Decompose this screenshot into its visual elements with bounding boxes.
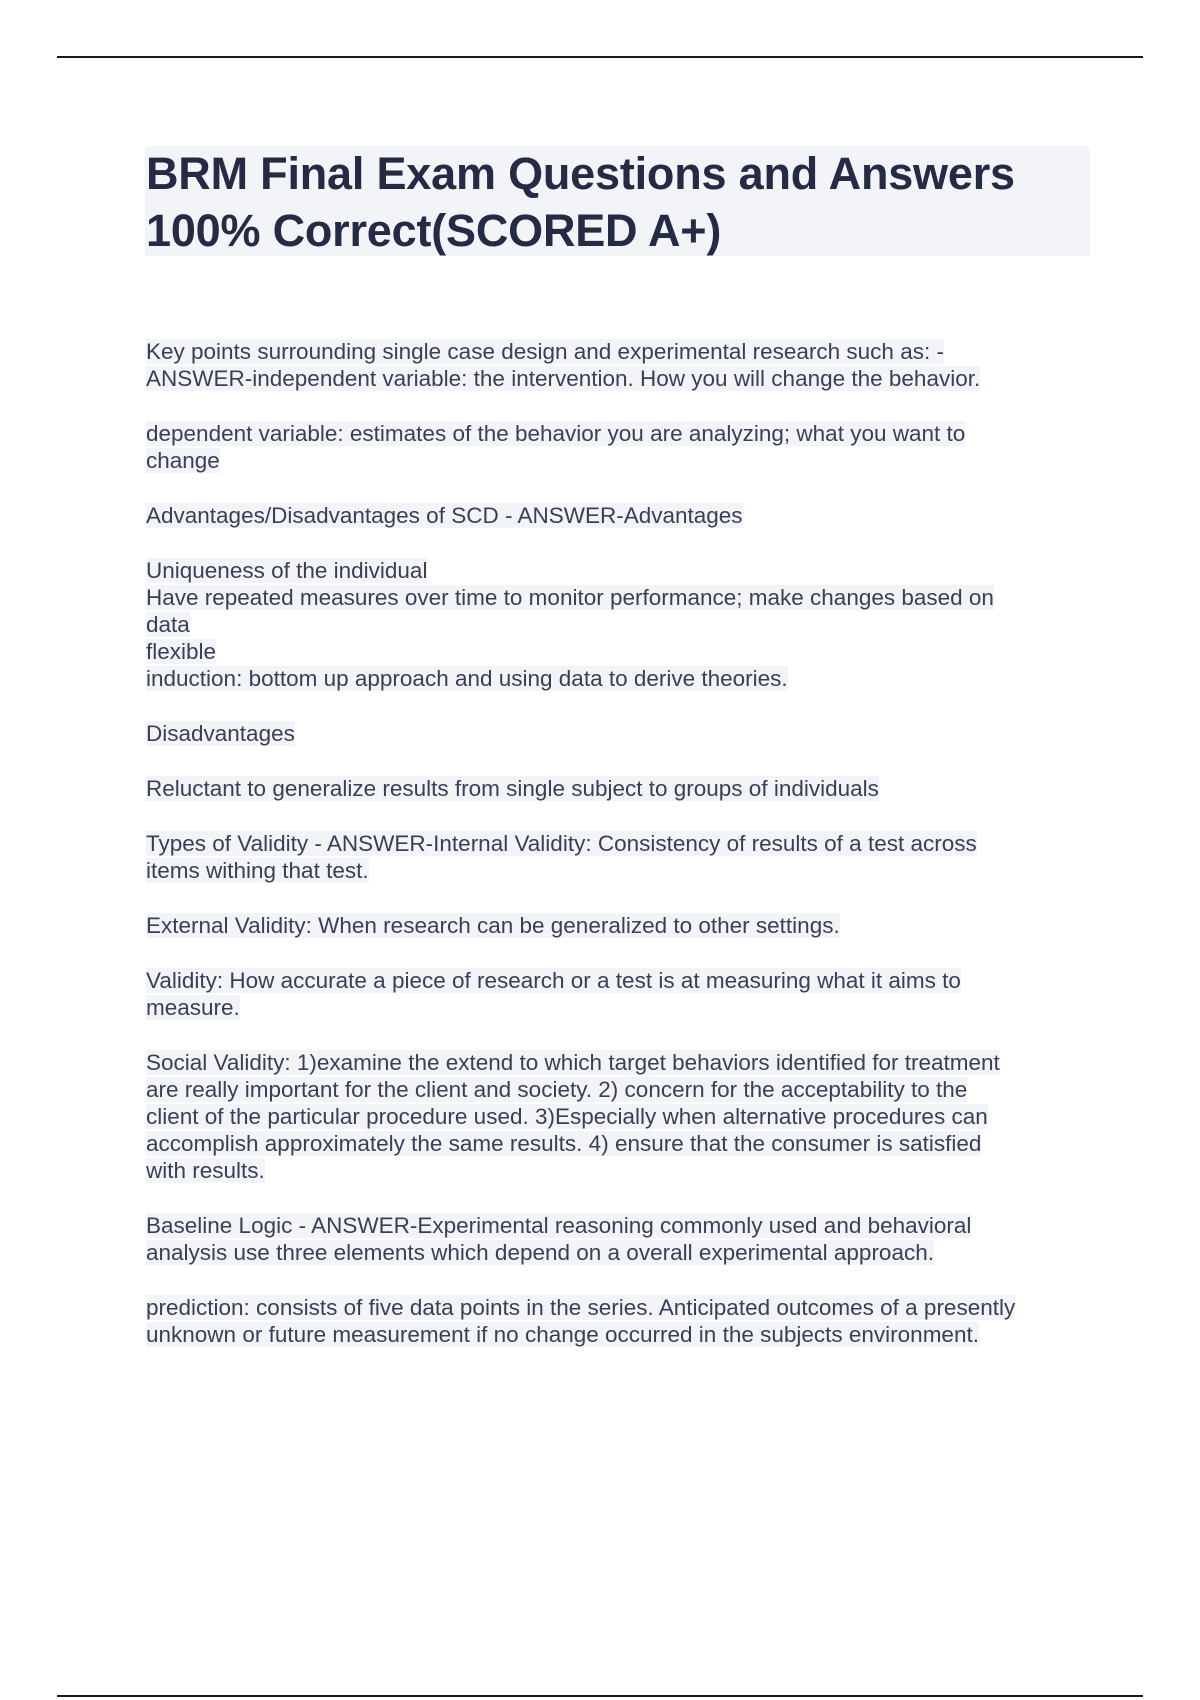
text-line-content: unknown or future measurement if no change occurred in the subjects environment. (146, 1322, 979, 1347)
text-line-content: are really important for the client and society. 2) concern for the acceptability to the (146, 1077, 968, 1102)
text-line (146, 502, 1096, 529)
text-line (146, 638, 1096, 665)
text-line-content: prediction: consists of five data points in the series. Anticipated outcomes of a presently (146, 1295, 1016, 1320)
text-line (146, 912, 1096, 939)
text-line (146, 665, 1096, 692)
paragraph (146, 420, 1096, 474)
text-line (146, 1294, 1096, 1321)
text-line-content: dependent variable: estimates of the behavior you are analyzing; what you want to (146, 421, 966, 446)
text-line (146, 1049, 1096, 1076)
text-line (146, 1103, 1096, 1130)
title-line: 100% Correct(SCORED A+) (146, 205, 722, 256)
text-line-content: Have repeated measures over time to monitor performance; make changes based on (146, 585, 994, 610)
paragraph (146, 1294, 1096, 1348)
text-line (146, 775, 1096, 802)
text-line-content: items withing that test. (146, 858, 369, 883)
text-line-content: External Validity: When research can be generalized to other settings. (146, 913, 840, 938)
bottom-rule (57, 1695, 1143, 1697)
text-line-content: accomplish approximately the same results. 4) ensure that the consumer is satisfied (146, 1131, 982, 1156)
text-line (146, 1212, 1096, 1239)
paragraph (146, 912, 1096, 939)
document-title (146, 145, 1096, 259)
text-line (146, 365, 1096, 392)
text-line (146, 1130, 1096, 1157)
text-line (146, 584, 1096, 611)
text-line-content: Key points surrounding single case design and experimental research such as: - (146, 339, 944, 364)
text-line (146, 611, 1096, 638)
text-line-content: measure. (146, 995, 240, 1020)
text-line-content: change (146, 448, 220, 473)
paragraph (146, 830, 1096, 884)
text-line (146, 447, 1096, 474)
text-line (146, 720, 1096, 747)
text-line-content: data (146, 612, 190, 637)
text-line (146, 1239, 1096, 1266)
paragraph (146, 720, 1096, 747)
paragraph (146, 502, 1096, 529)
paragraph (146, 967, 1096, 1021)
text-line (146, 420, 1096, 447)
text-line-content: induction: bottom up approach and using data to derive theories. (146, 666, 788, 691)
text-line-content: analysis use three elements which depend on a overall experimental approach. (146, 1240, 934, 1265)
text-line-content: Baseline Logic - ANSWER-Experimental reasoning commonly used and behavioral (146, 1213, 972, 1238)
text-line-content: client of the particular procedure used. 3)Especially when alternative procedures can (146, 1104, 988, 1129)
text-line (146, 338, 1096, 365)
text-line (146, 557, 1096, 584)
paragraph (146, 1049, 1096, 1184)
paragraph (146, 338, 1096, 392)
text-line-content: Reluctant to generalize results from single subject to groups of individuals (146, 776, 879, 801)
text-line (146, 1321, 1096, 1348)
paragraph (146, 775, 1096, 802)
text-line-content: Uniqueness of the individual (146, 558, 428, 583)
paragraph (146, 1212, 1096, 1266)
top-rule (57, 56, 1143, 58)
text-line-content: with results. (146, 1158, 265, 1183)
text-line (146, 857, 1096, 884)
text-line-content: ANSWER-independent variable: the intervention. How you will change the behavior. (146, 366, 981, 391)
text-line-content: Validity: How accurate a piece of research or a test is at measuring what it aims to (146, 968, 961, 993)
text-line-content: Disadvantages (146, 721, 295, 746)
text-line (146, 994, 1096, 1021)
text-line (146, 830, 1096, 857)
text-line (146, 967, 1096, 994)
text-line-content: Advantages/Disadvantages of SCD - ANSWER-Advantages (146, 503, 743, 528)
text-line (146, 1157, 1096, 1184)
text-line-content: Types of Validity - ANSWER-Internal Validity: Consistency of results of a test across (146, 831, 977, 856)
document-body (146, 338, 1096, 1376)
title-line: BRM Final Exam Questions and Answers (146, 148, 1015, 199)
text-line-content: Social Validity: 1)examine the extend to which target behaviors identified for treatment (146, 1050, 1000, 1075)
text-line-content: flexible (146, 639, 217, 664)
paragraph (146, 557, 1096, 692)
text-line (146, 1076, 1096, 1103)
